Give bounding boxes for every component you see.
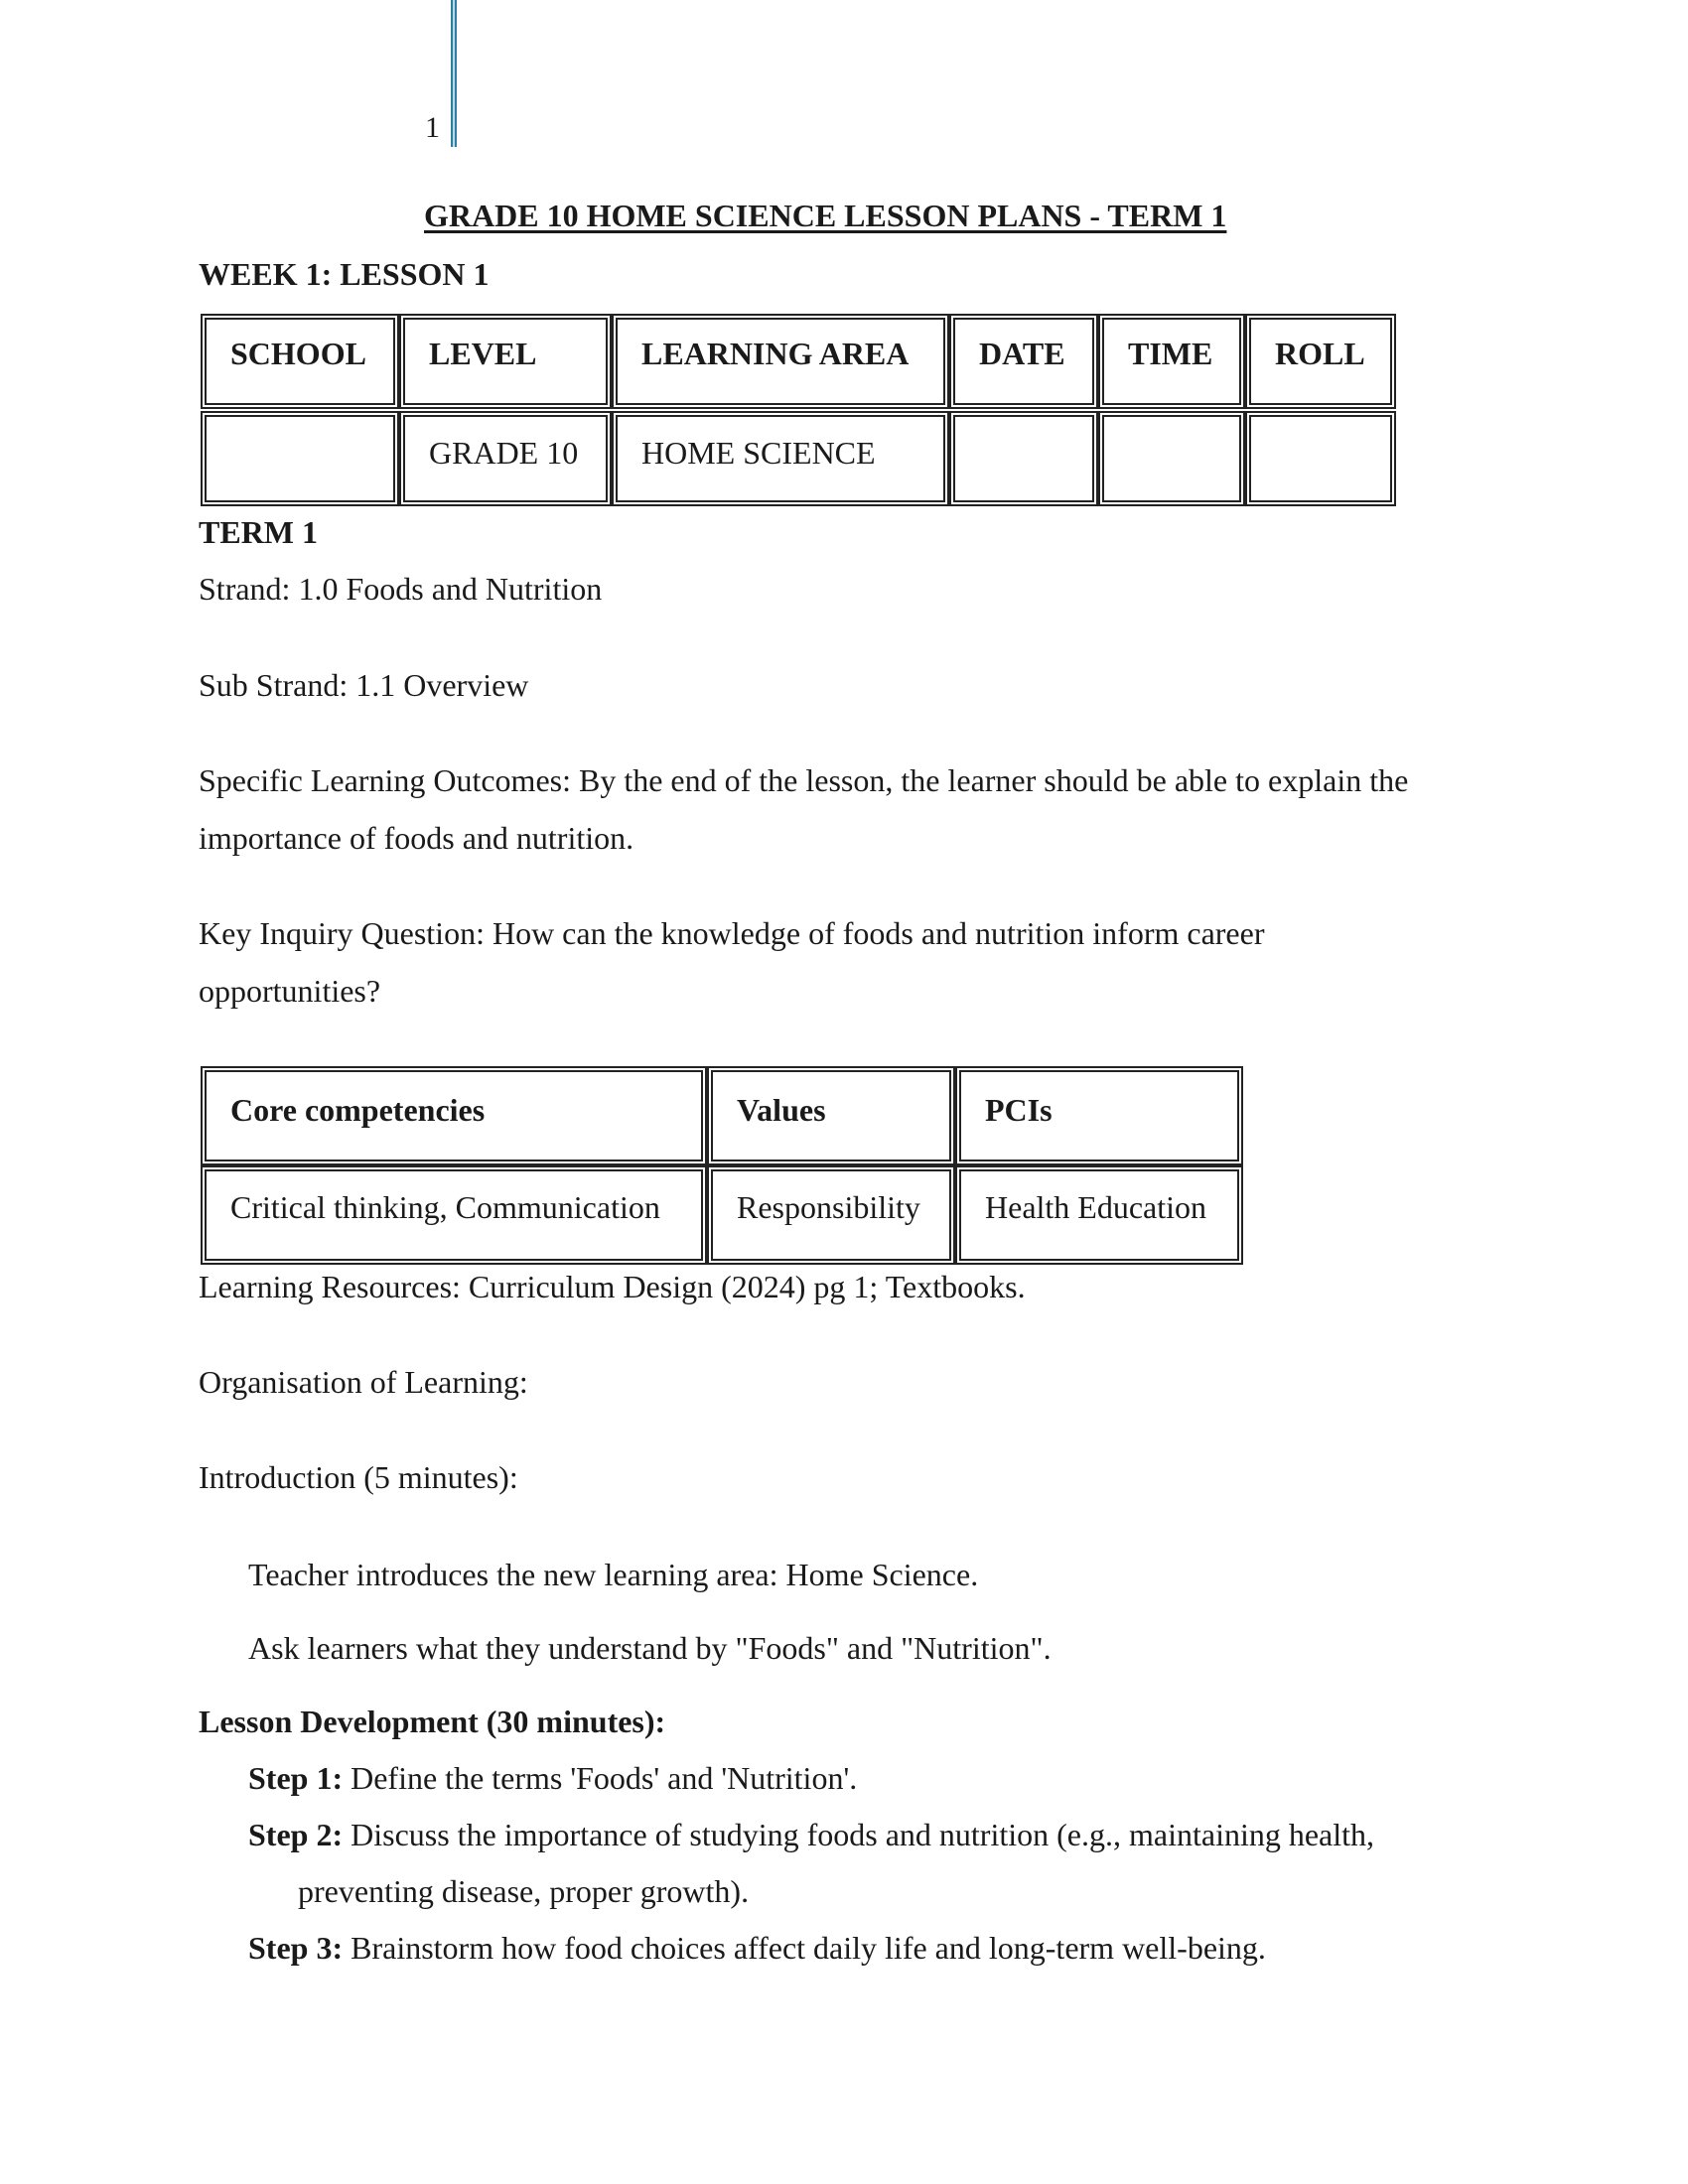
step-2: [248, 1815, 1374, 1854]
step-1-label: Step 1:: [248, 1760, 344, 1796]
inquiry-question-line-1: Key Inquiry Question: How can the knowledge of foods and nutrition inform career: [199, 915, 1265, 951]
comp-cell-pcis: Health Education: [959, 1169, 1239, 1261]
strand-text: Strand: 1.0 Foods and Nutrition: [199, 571, 603, 607]
info-cell-date: [953, 415, 1094, 502]
introduction-heading: Introduction (5 minutes):: [199, 1459, 518, 1495]
organisation-heading: Organisation of Learning:: [199, 1364, 528, 1400]
info-cell-time: [1102, 415, 1241, 502]
learning-outcomes-line-2: importance of foods and nutrition.: [199, 820, 634, 856]
step-2-continued-text: preventing disease, proper growth).: [298, 1873, 750, 1909]
header-rule-inner: [453, 0, 455, 147]
sub-strand-text: Sub Strand: 1.1 Overview: [199, 667, 529, 703]
intro-item-2: Ask learners what they understand by "Foods" and "Nutrition".: [248, 1630, 1052, 1666]
step-2-continued: [298, 1871, 749, 1911]
lesson-development-heading: Lesson Development (30 minutes):: [199, 1704, 666, 1739]
page-number: 1: [425, 111, 440, 144]
step-2-label: Step 2:: [248, 1817, 344, 1852]
info-header-date: DATE: [953, 318, 1094, 405]
info-cell-school: [205, 415, 395, 502]
week-lesson-heading: WEEK 1: LESSON 1: [199, 256, 490, 292]
info-header-level: LEVEL: [403, 318, 608, 405]
info-header-learning-area: LEARNING AREA: [616, 318, 945, 405]
step-3-text: Brainstorm how food choices affect daily life and long-term well-being.: [343, 1930, 1266, 1966]
learning-outcomes-line-1: Specific Learning Outcomes: By the end of the lesson, the learner should be able to explain the: [199, 762, 1409, 798]
comp-header-pcis: PCIs: [959, 1070, 1239, 1161]
info-cell-learning-area: HOME SCIENCE: [616, 415, 945, 502]
comp-cell-core: Critical thinking, Communication: [205, 1169, 703, 1261]
info-header-time: TIME: [1102, 318, 1241, 405]
page-title: GRADE 10 HOME SCIENCE LESSON PLANS - TERM 1: [424, 198, 1227, 233]
intro-item-1: Teacher introduces the new learning area: Home Science.: [248, 1557, 979, 1592]
learning-resources-text: Learning Resources: Curriculum Design (2024) pg 1; Textbooks.: [199, 1269, 1026, 1304]
step-1: [248, 1758, 857, 1798]
info-cell-level: GRADE 10: [403, 415, 608, 502]
info-header-roll: ROLL: [1249, 318, 1392, 405]
comp-header-core: Core competencies: [205, 1070, 703, 1161]
step-3-label: Step 3:: [248, 1930, 344, 1966]
step-3: [248, 1928, 1266, 1968]
comp-header-values: Values: [711, 1070, 951, 1161]
inquiry-question-line-2: opportunities?: [199, 973, 381, 1009]
info-header-school: SCHOOL: [205, 318, 395, 405]
info-cell-roll: [1249, 415, 1392, 502]
step-1-text: Define the terms 'Foods' and 'Nutrition'.: [343, 1760, 858, 1796]
step-2-text: Discuss the importance of studying foods and nutrition (e.g., maintaining health,: [343, 1817, 1375, 1852]
comp-cell-values: Responsibility: [711, 1169, 951, 1261]
term-heading: TERM 1: [199, 514, 318, 550]
